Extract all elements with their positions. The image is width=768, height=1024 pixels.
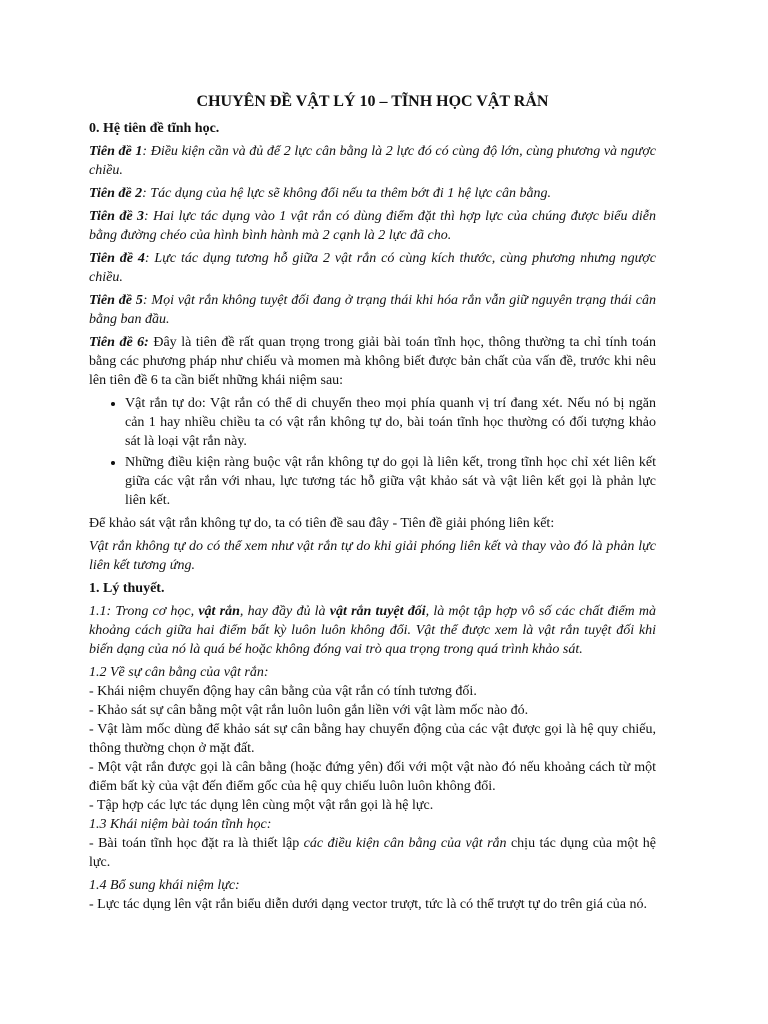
paragraph-1-4: - Lực tác dụng lên vật rắn biểu diễn dưới dạng vector trượt, tức là có thể trượt tự do trên giá của nó.: [89, 897, 647, 912]
list-item: - Khảo sát sự cân bằng một vật rắn luôn luôn gắn liền với vật làm mốc nào đó.: [89, 703, 529, 718]
section-1-heading: 1. Lý thuyết.: [89, 581, 165, 596]
paragraph-1-1: [89, 602, 656, 659]
axiom-4: [89, 249, 656, 287]
p11-rest: , là một tập hợp vô số các chất điểm mà khoảng cách giữa hai điểm bất kỳ luôn luôn không đổi. Vật thể được xem là vật rắn tuyệt đối khi biến dạng của nó là quá bé hoặc không đóng vai trò qua trọng trong quá trình khảo sát.: [89, 604, 656, 657]
axiom-3: [89, 207, 656, 245]
axiom-6-text: Đây là tiên đề rất quan trọng trong giải bài toán tĩnh học, thông thường ta chỉ tính toán bằng các phương pháp như chiếu và momen mà không biết được bản chất của vấn đề, trước khi nêu lên tiên đề 6 ta cần biết những khái niệm sau:: [89, 335, 656, 388]
p13-rest: chịu tác dụng của một hệ lực.: [89, 836, 656, 870]
list-item: - Khái niệm chuyển động hay cân bằng của vật rắn có tính tương đối.: [89, 684, 477, 699]
axiom-2-label: Tiên đề 2: [89, 186, 143, 201]
axiom-6: [89, 333, 656, 390]
concept-list: [89, 394, 656, 510]
axiom-1-label: Tiên đề 1: [89, 144, 143, 159]
axiom-2: [89, 184, 656, 203]
axiom-1: [89, 142, 656, 180]
axiom-5: [89, 291, 656, 329]
subheading-1-2: 1.2 Về sự cân bằng của vật rắn:: [89, 665, 269, 680]
paragraph-1-3: [89, 834, 656, 872]
axiom-4-label: Tiên đề 4: [89, 251, 145, 266]
axiom-3-text: : Hai lực tác dụng vào 1 vật rắn có dùng điểm đặt thì hợp lực của chúng được biểu diễn bằng đường chéo của hình bình hành mà 2 cạnh là 2 lực đã cho.: [89, 209, 656, 243]
document-title: CHUYÊN ĐỀ VẬT LÝ 10 – TĨNH HỌC VẬT RẮN: [196, 93, 549, 110]
p13-intro: - Bài toán tĩnh học đặt ra là thiết lập: [89, 836, 304, 851]
axiom-2-text: : Tác dụng của hệ lực sẽ không đổi nếu ta thêm bớt đi 1 hệ lực cân bằng.: [142, 186, 551, 201]
release-axiom: Vật rắn không tự do có thể xem như vật rắn tự do khi giải phóng liên kết và thay vào đó là phản lực liên kết tương ứng.: [89, 539, 656, 573]
release-intro: Để khảo sát vật rắn không tự do, ta có tiên đề sau đây - Tiên đề giải phóng liên kết:: [89, 516, 555, 531]
p11-mid: , hay đầy đủ là: [239, 604, 330, 619]
list-item: - Một vật rắn được gọi là cân bằng (hoặc đứng yên) đối với một vật nào đó nếu khoảng cách từ một điểm bất kỳ của vật đến điểm gốc của hệ quy chiếu luôn luôn không đổi.: [89, 760, 656, 794]
axiom-5-label: Tiên đề 5: [89, 293, 143, 308]
subheading-1-3: 1.3 Khái niệm bài toán tĩnh học:: [89, 817, 272, 832]
subheading-1-4: 1.4 Bổ sung khái niệm lực:: [89, 878, 240, 893]
section-0-heading: 0. Hệ tiên đề tĩnh học.: [89, 121, 220, 136]
axiom-5-text: : Mọi vật rắn không tuyệt đối đang ở trạng thái khi hóa rắn vẫn giữ nguyên trạng thái cân bằng ban đầu.: [89, 293, 657, 327]
axiom-6-label: Tiên đề 6:: [89, 335, 149, 350]
term-rigid-body: vật rắn: [198, 604, 240, 619]
list-item: - Vật làm mốc dùng để khảo sát sự cân bằng hay chuyển động của các vật được gọi là hệ quy chiếu, thông thường chọn ở mặt đất.: [89, 722, 656, 756]
term-absolute-rigid-body: vật rắn tuyệt đối: [329, 604, 426, 619]
axiom-3-label: Tiên đề 3: [89, 209, 144, 224]
axiom-4-text: : Lực tác dụng tương hỗ giữa 2 vật rắn có cùng kích thước, cùng phương nhưng ngược chiều.: [89, 251, 656, 285]
p13-emphasis: các điều kiện cân bằng của vật rắn: [303, 836, 507, 851]
axiom-1-text: : Điều kiện cần và đủ để 2 lực cân bằng là 2 lực đó có cùng độ lớn, cùng phương và ngược chiều.: [89, 144, 657, 178]
list-item: • Vật rắn tự do: Vật rắn có thể di chuyển theo mọi phía quanh vị trí đang xét. Nếu nó bị ngăn cản 1 hay nhiều chiều ta có vật rắn không tự do, bài toán tĩnh học thường có đối tượng khảo sát là loại vật rắn này.: [125, 394, 656, 451]
list-item: • Những điều kiện ràng buộc vật rắn không tự do gọi là liên kết, trong tĩnh học chỉ xét liên kết giữa các vật rắn với nhau, lực tương tác hỗ giữa vật khảo sát và vật liên kết gọi là phản lực liên kết.: [125, 453, 656, 510]
list-item: - Tập hợp các lực tác dụng lên cùng một vật rắn gọi là hệ lực.: [89, 798, 434, 813]
p11-intro: 1.1: Trong cơ học,: [89, 604, 199, 619]
